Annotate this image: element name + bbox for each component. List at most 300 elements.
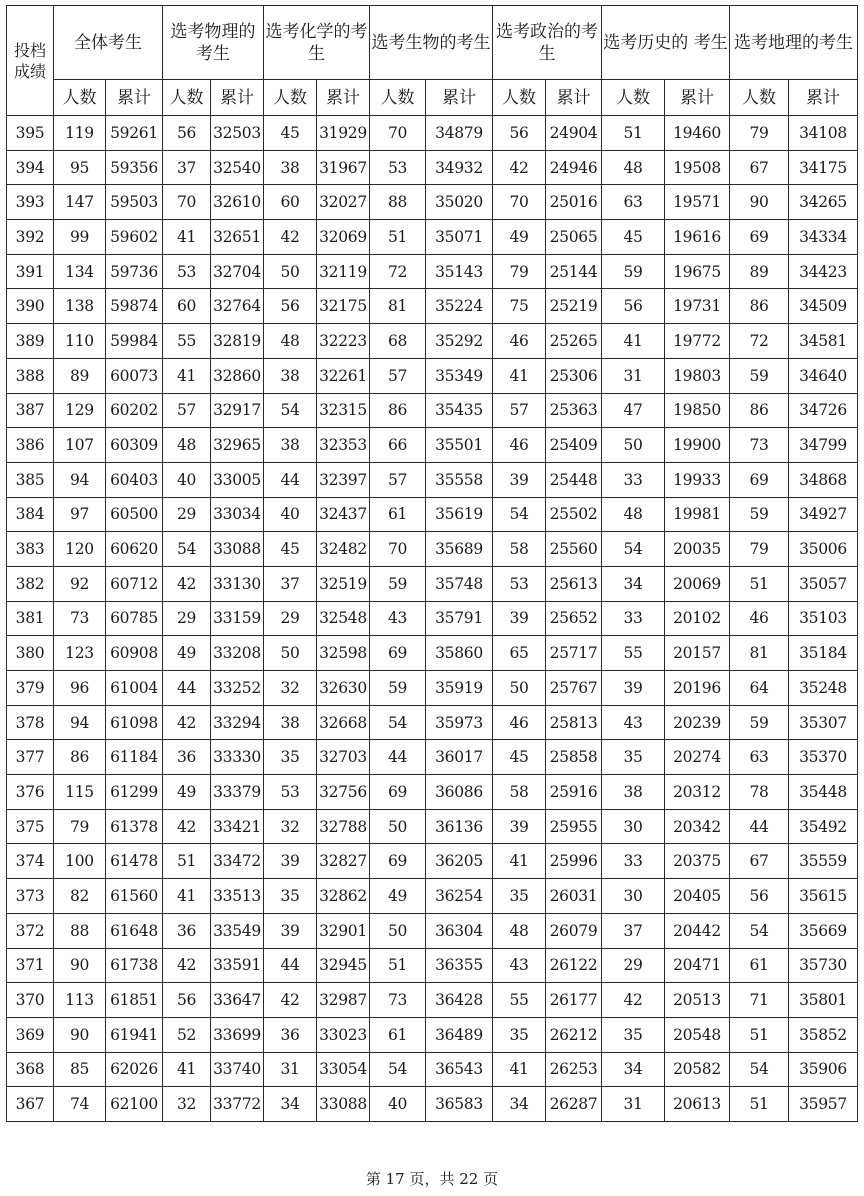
count-cell: 31 — [602, 1087, 665, 1122]
count-cell: 30 — [602, 809, 665, 844]
cumulative-cell: 33130 — [211, 566, 264, 601]
cumulative-cell: 25144 — [546, 254, 602, 289]
count-cell: 46 — [493, 324, 546, 359]
group-header-history: 选考历史的 考生 — [602, 6, 730, 80]
count-cell: 48 — [602, 497, 665, 532]
count-cell: 56 — [163, 116, 211, 151]
count-subheader: 人数 — [493, 80, 546, 116]
cumulative-cell: 25717 — [546, 636, 602, 671]
table-row — [7, 116, 858, 151]
count-cell: 43 — [602, 705, 665, 740]
table-row — [7, 601, 858, 636]
score-cell: 378 — [7, 705, 54, 740]
cumulative-cell: 35973 — [426, 705, 493, 740]
count-cell: 29 — [264, 601, 317, 636]
cumulative-cell: 25652 — [546, 601, 602, 636]
score-cell: 381 — [7, 601, 54, 636]
count-cell: 56 — [493, 116, 546, 151]
count-cell: 45 — [493, 740, 546, 775]
count-cell: 65 — [493, 636, 546, 671]
table-row — [7, 879, 858, 914]
cumulative-cell: 35292 — [426, 324, 493, 359]
count-cell: 41 — [163, 1052, 211, 1087]
cumulative-cell: 25065 — [546, 220, 602, 255]
score-cell: 384 — [7, 497, 54, 532]
count-cell: 44 — [730, 809, 789, 844]
table-row — [7, 809, 858, 844]
count-cell: 33 — [602, 844, 665, 879]
cumulative-cell: 33549 — [211, 913, 264, 948]
cumulative-cell: 33379 — [211, 775, 264, 810]
count-cell: 39 — [493, 462, 546, 497]
count-cell: 31 — [264, 1052, 317, 1087]
cumulative-cell: 20471 — [665, 948, 730, 983]
cumulative-cell: 25858 — [546, 740, 602, 775]
cumulative-cell: 35448 — [789, 775, 858, 810]
score-cell: 377 — [7, 740, 54, 775]
count-cell: 59 — [602, 254, 665, 289]
count-cell: 38 — [264, 428, 317, 463]
count-cell: 90 — [54, 948, 106, 983]
cumulative-cell: 35669 — [789, 913, 858, 948]
cumulative-cell: 26122 — [546, 948, 602, 983]
table-row — [7, 983, 858, 1018]
cumulative-cell: 60500 — [106, 497, 163, 532]
cumulative-cell: 26031 — [546, 879, 602, 914]
cumulative-cell: 19460 — [665, 116, 730, 151]
cumulative-cell: 34423 — [789, 254, 858, 289]
cumulative-cell: 25409 — [546, 428, 602, 463]
cumulative-cell: 59503 — [106, 185, 163, 220]
cumulative-cell: 61648 — [106, 913, 163, 948]
cumulative-cell: 25016 — [546, 185, 602, 220]
cumulative-cell: 33088 — [317, 1087, 370, 1122]
cumulative-cell: 35730 — [789, 948, 858, 983]
cumulative-cell: 25306 — [546, 358, 602, 393]
count-cell: 94 — [54, 705, 106, 740]
cumulative-cell: 61851 — [106, 983, 163, 1018]
count-cell: 54 — [163, 532, 211, 567]
count-cell: 35 — [264, 740, 317, 775]
cumulative-cell: 35006 — [789, 532, 858, 567]
cumulative-cell: 35748 — [426, 566, 493, 601]
count-cell: 38 — [602, 775, 665, 810]
cumulative-cell: 36355 — [426, 948, 493, 983]
table-row — [7, 220, 858, 255]
cumulative-cell: 33772 — [211, 1087, 264, 1122]
cumulative-cell: 25955 — [546, 809, 602, 844]
cumulative-cell: 36304 — [426, 913, 493, 948]
count-cell: 49 — [163, 636, 211, 671]
count-cell: 42 — [163, 809, 211, 844]
cumulative-subheader: 累计 — [426, 80, 493, 116]
cumulative-cell: 19616 — [665, 220, 730, 255]
count-cell: 54 — [264, 393, 317, 428]
group-header-politics: 选考政治的考生 — [493, 6, 602, 80]
cumulative-cell: 34509 — [789, 289, 858, 324]
cumulative-cell: 35689 — [426, 532, 493, 567]
count-cell: 63 — [602, 185, 665, 220]
cumulative-cell: 33294 — [211, 705, 264, 740]
cumulative-cell: 35492 — [789, 809, 858, 844]
count-cell: 37 — [163, 150, 211, 185]
cumulative-cell: 33159 — [211, 601, 264, 636]
count-cell: 59 — [730, 358, 789, 393]
count-cell: 34 — [602, 566, 665, 601]
count-cell: 89 — [54, 358, 106, 393]
count-cell: 53 — [493, 566, 546, 601]
cumulative-cell: 36489 — [426, 1017, 493, 1052]
cumulative-cell: 20196 — [665, 671, 730, 706]
table-row — [7, 636, 858, 671]
cumulative-cell: 36583 — [426, 1087, 493, 1122]
count-cell: 35 — [602, 740, 665, 775]
cumulative-cell: 19981 — [665, 497, 730, 532]
cumulative-cell: 20613 — [665, 1087, 730, 1122]
cumulative-cell: 33208 — [211, 636, 264, 671]
cumulative-cell: 35919 — [426, 671, 493, 706]
count-subheader: 人数 — [54, 80, 106, 116]
cumulative-cell: 32788 — [317, 809, 370, 844]
count-cell: 56 — [264, 289, 317, 324]
cumulative-cell: 32668 — [317, 705, 370, 740]
cumulative-cell: 35852 — [789, 1017, 858, 1052]
count-cell: 35 — [602, 1017, 665, 1052]
cumulative-cell: 33330 — [211, 740, 264, 775]
cumulative-cell: 61478 — [106, 844, 163, 879]
cumulative-cell: 32175 — [317, 289, 370, 324]
count-cell: 120 — [54, 532, 106, 567]
table-row — [7, 289, 858, 324]
count-cell: 42 — [163, 705, 211, 740]
table-row — [7, 671, 858, 706]
count-cell: 36 — [163, 913, 211, 948]
cumulative-cell: 20442 — [665, 913, 730, 948]
cumulative-cell: 32764 — [211, 289, 264, 324]
cumulative-cell: 34334 — [789, 220, 858, 255]
cumulative-cell: 60403 — [106, 462, 163, 497]
count-cell: 69 — [370, 775, 426, 810]
cumulative-cell: 33740 — [211, 1052, 264, 1087]
cumulative-cell: 33472 — [211, 844, 264, 879]
count-cell: 54 — [602, 532, 665, 567]
cumulative-cell: 35957 — [789, 1087, 858, 1122]
count-cell: 47 — [602, 393, 665, 428]
count-cell: 41 — [163, 879, 211, 914]
count-cell: 79 — [54, 809, 106, 844]
count-cell: 41 — [493, 358, 546, 393]
count-cell: 60 — [163, 289, 211, 324]
count-cell: 69 — [370, 636, 426, 671]
cumulative-cell: 25996 — [546, 844, 602, 879]
cumulative-cell: 61560 — [106, 879, 163, 914]
score-cell: 380 — [7, 636, 54, 671]
count-cell: 56 — [730, 879, 789, 914]
count-cell: 42 — [493, 150, 546, 185]
cumulative-cell: 59736 — [106, 254, 163, 289]
cumulative-cell: 60712 — [106, 566, 163, 601]
cumulative-cell: 33252 — [211, 671, 264, 706]
count-cell: 56 — [602, 289, 665, 324]
score-cell: 374 — [7, 844, 54, 879]
score-cell: 367 — [7, 1087, 54, 1122]
cumulative-cell: 59984 — [106, 324, 163, 359]
cumulative-cell: 59874 — [106, 289, 163, 324]
cumulative-cell: 35801 — [789, 983, 858, 1018]
count-cell: 134 — [54, 254, 106, 289]
cumulative-cell: 19508 — [665, 150, 730, 185]
count-cell: 54 — [493, 497, 546, 532]
table-row — [7, 844, 858, 879]
score-cell: 379 — [7, 671, 54, 706]
count-cell: 147 — [54, 185, 106, 220]
cumulative-cell: 26177 — [546, 983, 602, 1018]
cumulative-cell: 33023 — [317, 1017, 370, 1052]
count-cell: 37 — [264, 566, 317, 601]
count-cell: 41 — [163, 358, 211, 393]
count-cell: 75 — [493, 289, 546, 324]
count-cell: 51 — [163, 844, 211, 879]
count-cell: 48 — [163, 428, 211, 463]
count-cell: 45 — [602, 220, 665, 255]
cumulative-cell: 25767 — [546, 671, 602, 706]
count-cell: 40 — [370, 1087, 426, 1122]
cumulative-cell: 35559 — [789, 844, 858, 879]
count-cell: 38 — [264, 150, 317, 185]
count-cell: 30 — [602, 879, 665, 914]
count-cell: 73 — [730, 428, 789, 463]
count-cell: 86 — [730, 393, 789, 428]
count-cell: 55 — [602, 636, 665, 671]
count-cell: 44 — [264, 948, 317, 983]
count-cell: 59 — [370, 566, 426, 601]
cumulative-cell: 35248 — [789, 671, 858, 706]
cumulative-subheader: 累计 — [317, 80, 370, 116]
count-cell: 33 — [602, 601, 665, 636]
table-row — [7, 566, 858, 601]
score-cell: 387 — [7, 393, 54, 428]
table-row — [7, 913, 858, 948]
count-cell: 44 — [163, 671, 211, 706]
count-subheader: 人数 — [370, 80, 426, 116]
table-row — [7, 393, 858, 428]
count-cell: 51 — [602, 116, 665, 151]
cumulative-cell: 32703 — [317, 740, 370, 775]
count-cell: 54 — [730, 1052, 789, 1087]
count-cell: 90 — [54, 1017, 106, 1052]
count-cell: 31 — [602, 358, 665, 393]
count-cell: 49 — [163, 775, 211, 810]
cumulative-cell: 61941 — [106, 1017, 163, 1052]
count-cell: 70 — [163, 185, 211, 220]
cumulative-cell: 36254 — [426, 879, 493, 914]
count-cell: 57 — [493, 393, 546, 428]
cumulative-cell: 33699 — [211, 1017, 264, 1052]
cumulative-subheader: 累计 — [665, 80, 730, 116]
cumulative-cell: 33054 — [317, 1052, 370, 1087]
count-cell: 50 — [264, 254, 317, 289]
count-cell: 72 — [370, 254, 426, 289]
count-cell: 46 — [493, 705, 546, 740]
cumulative-cell: 20102 — [665, 601, 730, 636]
count-cell: 41 — [493, 1052, 546, 1087]
count-cell: 96 — [54, 671, 106, 706]
cumulative-cell: 61184 — [106, 740, 163, 775]
count-cell: 67 — [730, 844, 789, 879]
cumulative-cell: 34879 — [426, 116, 493, 151]
count-cell: 49 — [493, 220, 546, 255]
count-cell: 113 — [54, 983, 106, 1018]
cumulative-cell: 25916 — [546, 775, 602, 810]
cumulative-cell: 34640 — [789, 358, 858, 393]
cumulative-cell: 35307 — [789, 705, 858, 740]
cumulative-cell: 36136 — [426, 809, 493, 844]
count-cell: 99 — [54, 220, 106, 255]
count-cell: 88 — [370, 185, 426, 220]
count-cell: 54 — [370, 1052, 426, 1087]
table-row — [7, 948, 858, 983]
table-row — [7, 740, 858, 775]
score-cell: 369 — [7, 1017, 54, 1052]
cumulative-cell: 59602 — [106, 220, 163, 255]
count-cell: 32 — [264, 671, 317, 706]
cumulative-cell: 32827 — [317, 844, 370, 879]
cumulative-cell: 32945 — [317, 948, 370, 983]
cumulative-cell: 19933 — [665, 462, 730, 497]
count-cell: 29 — [163, 497, 211, 532]
cumulative-cell: 25363 — [546, 393, 602, 428]
cumulative-cell: 34175 — [789, 150, 858, 185]
cumulative-subheader: 累计 — [546, 80, 602, 116]
count-cell: 63 — [730, 740, 789, 775]
cumulative-cell: 32119 — [317, 254, 370, 289]
cumulative-cell: 33421 — [211, 809, 264, 844]
count-cell: 119 — [54, 116, 106, 151]
cumulative-cell: 34868 — [789, 462, 858, 497]
cumulative-cell: 32069 — [317, 220, 370, 255]
cumulative-cell: 35501 — [426, 428, 493, 463]
count-cell: 41 — [602, 324, 665, 359]
group-header-geography: 选考地理的考生 — [730, 6, 858, 80]
cumulative-cell: 32704 — [211, 254, 264, 289]
count-cell: 81 — [370, 289, 426, 324]
count-cell: 34 — [264, 1087, 317, 1122]
cumulative-cell: 25813 — [546, 705, 602, 740]
count-cell: 69 — [730, 220, 789, 255]
cumulative-subheader: 累计 — [211, 80, 264, 116]
count-cell: 44 — [370, 740, 426, 775]
cumulative-cell: 32519 — [317, 566, 370, 601]
count-cell: 54 — [370, 705, 426, 740]
count-cell: 42 — [163, 948, 211, 983]
count-cell: 50 — [370, 913, 426, 948]
cumulative-cell: 33034 — [211, 497, 264, 532]
score-cell: 370 — [7, 983, 54, 1018]
count-cell: 60 — [264, 185, 317, 220]
count-cell: 86 — [730, 289, 789, 324]
cumulative-cell: 32651 — [211, 220, 264, 255]
cumulative-cell: 34726 — [789, 393, 858, 428]
score-cell: 394 — [7, 150, 54, 185]
cumulative-cell: 32397 — [317, 462, 370, 497]
count-cell: 38 — [264, 358, 317, 393]
count-cell: 78 — [730, 775, 789, 810]
count-cell: 48 — [602, 150, 665, 185]
cumulative-cell: 61378 — [106, 809, 163, 844]
count-cell: 49 — [370, 879, 426, 914]
count-cell: 34 — [493, 1087, 546, 1122]
count-cell: 53 — [370, 150, 426, 185]
cumulative-cell: 32315 — [317, 393, 370, 428]
cumulative-cell: 34581 — [789, 324, 858, 359]
cumulative-cell: 25219 — [546, 289, 602, 324]
cumulative-cell: 32540 — [211, 150, 264, 185]
cumulative-cell: 20405 — [665, 879, 730, 914]
count-cell: 107 — [54, 428, 106, 463]
cumulative-cell: 36428 — [426, 983, 493, 1018]
count-cell: 57 — [163, 393, 211, 428]
table-row — [7, 150, 858, 185]
cumulative-cell: 31967 — [317, 150, 370, 185]
count-cell: 42 — [602, 983, 665, 1018]
cumulative-cell: 34108 — [789, 116, 858, 151]
cumulative-cell: 35370 — [789, 740, 858, 775]
count-cell: 58 — [493, 532, 546, 567]
count-cell: 51 — [730, 1017, 789, 1052]
cumulative-cell: 35558 — [426, 462, 493, 497]
count-cell: 44 — [264, 462, 317, 497]
table-row — [7, 1087, 858, 1122]
cumulative-cell: 32437 — [317, 497, 370, 532]
count-cell: 35 — [264, 879, 317, 914]
count-cell: 34 — [602, 1052, 665, 1087]
cumulative-cell: 20342 — [665, 809, 730, 844]
count-cell: 29 — [163, 601, 211, 636]
count-cell: 48 — [264, 324, 317, 359]
count-cell: 57 — [370, 462, 426, 497]
count-cell: 79 — [730, 116, 789, 151]
count-cell: 94 — [54, 462, 106, 497]
count-cell: 51 — [730, 566, 789, 601]
table-row — [7, 532, 858, 567]
count-cell: 86 — [370, 393, 426, 428]
cumulative-cell: 60073 — [106, 358, 163, 393]
count-cell: 42 — [264, 983, 317, 1018]
count-cell: 41 — [163, 220, 211, 255]
cumulative-cell: 20375 — [665, 844, 730, 879]
cumulative-cell: 35906 — [789, 1052, 858, 1087]
count-subheader: 人数 — [730, 80, 789, 116]
cumulative-cell: 32756 — [317, 775, 370, 810]
table-row — [7, 497, 858, 532]
count-cell: 40 — [163, 462, 211, 497]
group-header-chemistry: 选考化学的考生 — [264, 6, 370, 80]
cumulative-cell: 34932 — [426, 150, 493, 185]
count-cell: 90 — [730, 185, 789, 220]
cumulative-cell: 33088 — [211, 532, 264, 567]
count-cell: 51 — [370, 220, 426, 255]
cumulative-cell: 35143 — [426, 254, 493, 289]
cumulative-cell: 33005 — [211, 462, 264, 497]
table-row — [7, 254, 858, 289]
count-subheader: 人数 — [602, 80, 665, 116]
table-row — [7, 428, 858, 463]
count-cell: 71 — [730, 983, 789, 1018]
cumulative-cell: 36017 — [426, 740, 493, 775]
count-cell: 79 — [730, 532, 789, 567]
score-cell: 386 — [7, 428, 54, 463]
cumulative-cell: 35435 — [426, 393, 493, 428]
